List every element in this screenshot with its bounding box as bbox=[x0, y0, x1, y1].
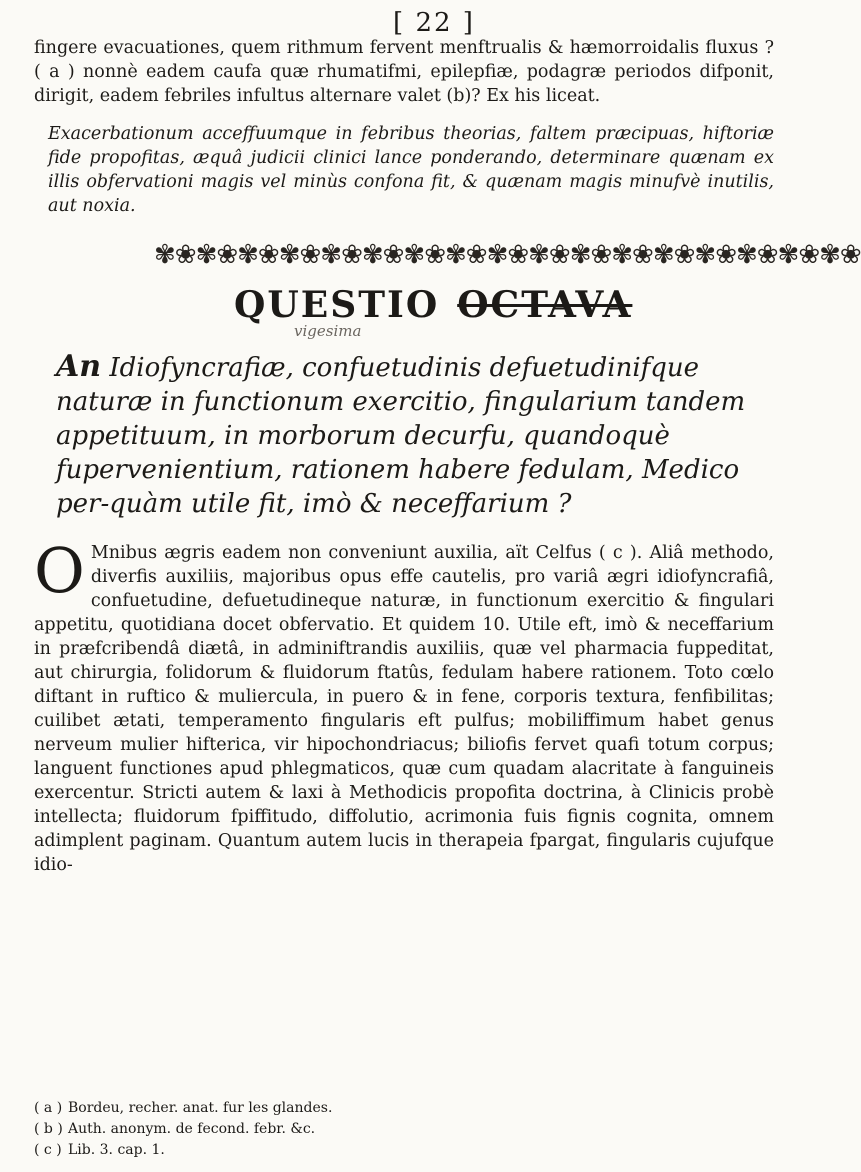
footnote-text: Lib. 3. cap. 1. bbox=[68, 1142, 165, 1158]
decorative-ornament-band: ✾❀✾❀✾❀✾❀✾❀✾❀✾❀✾❀✾❀✾❀✾❀✾❀✾❀✾❀✾❀✾❀✾❀ bbox=[154, 240, 861, 270]
intro-paragraph: fingere evacuationes, quem rithmum fervent menftrualis & hæmorroidalis fluxus ? ( a ) nonnè eadem caufa quæ rhumatifmi, epilepfiæ, podagræ periodos difponit, dirigit, eadem febriles infultus alternare valet (b)? Ex his liceat. bbox=[34, 38, 774, 106]
footnote-mark: ( c ) bbox=[34, 1142, 62, 1158]
page-number: [ 22 ] bbox=[393, 8, 475, 38]
question-text: Idiofyncrafiæ, confuetudinis defuetudinifque naturæ in functionum exercitio, fingularium tandem appetituum, in morborum decurfu, quandoquè fupervenientium, rationem habere fedulam, Medico per-quàm utile fit, imò & neceffarium ? bbox=[56, 353, 746, 519]
drop-capital: O bbox=[34, 534, 85, 607]
main-body bbox=[34, 534, 774, 877]
footnote-mark: ( a ) bbox=[34, 1100, 63, 1116]
italic-proposition: Exacerbationum acceffuumque in febribus theorias, faltem præcipuas, hiftoriæ fide propofitas, æquâ judicii clinici lance ponderando, determinare quænam ex illis obfervationi magis vel minùs confona fit, & quænam magis minufvè inutilis, aut noxia. bbox=[48, 124, 774, 216]
footnote bbox=[34, 1119, 734, 1140]
questio-label: QUESTIO bbox=[234, 284, 440, 326]
footnote-mark: ( b ) bbox=[34, 1121, 63, 1137]
body-paragraph: Mnibus ægris eadem non conveniunt auxilia, aït Celfus ( c ). Aliâ methodo, diverfis auxiliis, majoribus opus effe cautelis, pro variâ ægri idiofyncrafiâ, confuetudine, defuetudineque naturæ, in functionum exercitio & fingulari appetitu, quotidiana docet obfervatio. Et quidem 10. Utile eft, imò & neceffarium in præfcribendâ diætâ, in adminiftrandis auxiliis, quæ vel pharmacia fuppeditat, aut chirurgia, folidorum & fluidorum ftatûs, fedulam habere rationem. Toto cœlo diftant in ruftico & muliercula, in puero & in fene, corporis textura, fenfibilitas; cuilibet ætati, temperamento fingularis eft pulfus; mobiliffimum habet genus nerveum mulier hifterica, vir hipochondriacus; biliofis fervet quafi totum corpus; languent functiones apud phlegmaticos, quæ cum quadam alacritate à fanguineis exercentur. Stricti autem & laxi à Methodicis propofita doctrina, à Clinicis probè intellecta; fluidorum fpiffitudo, diffolutio, acrimonia fuis fignis cognita, omnem adimplent paginam. Quantum autem lucis in therapeia fpargat, fingularis cujufque idio- bbox=[34, 543, 774, 875]
question-title bbox=[34, 350, 774, 521]
book-page bbox=[34, 8, 861, 877]
footnote-text: Bordeu, recher. anat. fur les glandes. bbox=[68, 1100, 333, 1116]
footnotes bbox=[34, 1098, 734, 1161]
footnote bbox=[34, 1098, 734, 1119]
footnote bbox=[34, 1140, 734, 1161]
questio-number-struck: OCTAVA bbox=[457, 284, 633, 326]
questio-heading bbox=[234, 284, 774, 326]
footnote-text: Auth. anonym. de fecond. febr. &c. bbox=[68, 1121, 316, 1137]
handwritten-annotation: vigesima bbox=[294, 322, 362, 340]
question-lead-word: An bbox=[56, 349, 102, 384]
